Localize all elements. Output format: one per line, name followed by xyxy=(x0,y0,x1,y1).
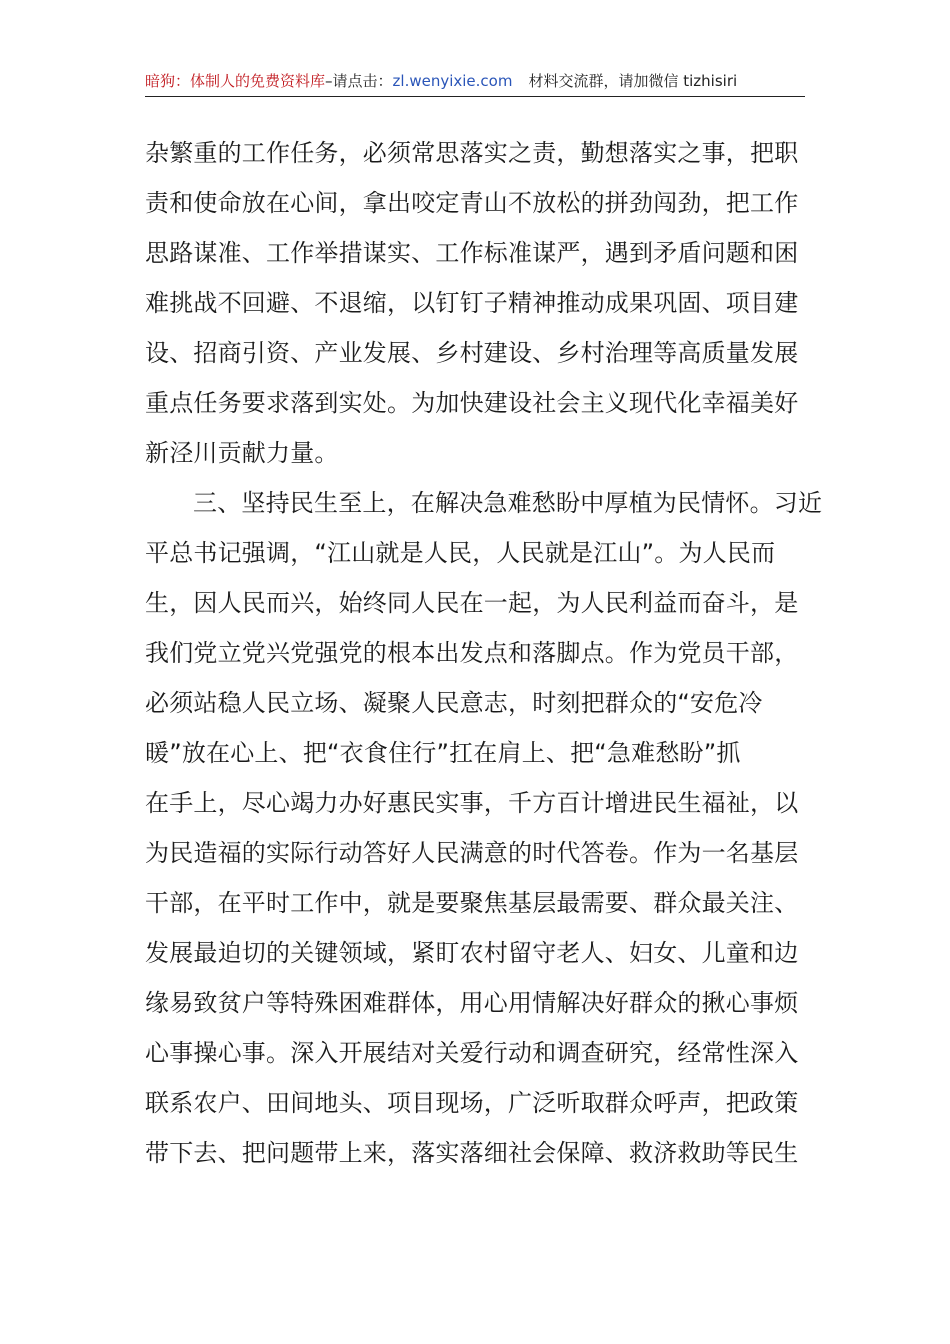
text-line: 缘易致贫户等特殊困难群体，用心用情解决好群众的揪心事烦 xyxy=(145,989,799,1017)
text-line: 难挑战不回避、不退缩，以钉钉子精神推动成果巩固、项目建 xyxy=(145,289,799,317)
section-heading-line: 三、坚持民生至上，在解决急难愁盼中厚植为民情怀。习近 xyxy=(193,489,823,517)
text-line: 设、招商引资、产业发展、乡村建设、乡村治理等高质量发展 xyxy=(145,339,799,367)
text-line: 心事操心事。深入开展结对关爱行动和调查研究，经常性深入 xyxy=(145,1039,799,1067)
text-line: 必须站稳人民立场、凝聚人民意志，时刻把群众的“安危冷 xyxy=(145,689,763,717)
text-line: 联系农户、田间地头、项目现场，广泛听取群众呼声，把政策 xyxy=(145,1089,799,1117)
text-line: 带下去、把问题带上来，落实落细社会保障、救济救助等民生 xyxy=(145,1139,799,1167)
document-body xyxy=(145,128,823,1178)
text-line: 新泾川贡献力量。 xyxy=(145,439,339,467)
text-line: 干部，在平时工作中，就是要聚焦基层最需要、群众最关注、 xyxy=(145,889,799,917)
text-line: 我们党立党兴党强党的根本出发点和落脚点。作为党员干部， xyxy=(145,639,799,667)
text-line: 思路谋准、工作举措谋实、工作标准谋严，遇到矛盾问题和困 xyxy=(145,239,799,267)
text-line: 平总书记强调，“江山就是人民，人民就是江山”。为人民而 xyxy=(145,539,776,567)
text-line: 在手上，尽心竭力办好惠民实事，千方百计增进民生福祉，以 xyxy=(145,789,799,817)
text-line: 暖”放在心上、把“衣食住行”扛在肩上、把“急难愁盼”抓 xyxy=(145,739,741,767)
header-separator: –请点击： xyxy=(325,72,393,90)
text-line: 责和使命放在心间，拿出咬定青山不放松的拼劲闯劲，把工作 xyxy=(145,189,799,217)
text-line: 重点任务要求落到实处。为加快建设社会主义现代化幸福美好 xyxy=(145,389,799,417)
header-contact: 材料交流群，请加微信 tizhisiri xyxy=(528,72,738,90)
text-line: 为民造福的实际行动答好人民满意的时代答卷。作为一名基层 xyxy=(145,839,799,867)
text-line: 生，因人民而兴，始终同人民在一起，为人民利益而奋斗，是 xyxy=(145,589,799,617)
page-header xyxy=(145,70,805,97)
text-line: 发展最迫切的关键领域，紧盯农村留守老人、妇女、儿童和边 xyxy=(145,939,799,967)
header-brand: 暗狗：体制人的免费资料库 xyxy=(145,72,326,90)
text-line: 杂繁重的工作任务，必须常思落实之责，勤想落实之事，把职 xyxy=(145,139,799,167)
header-site-link[interactable]: zl.wenyixie.com xyxy=(392,72,513,90)
